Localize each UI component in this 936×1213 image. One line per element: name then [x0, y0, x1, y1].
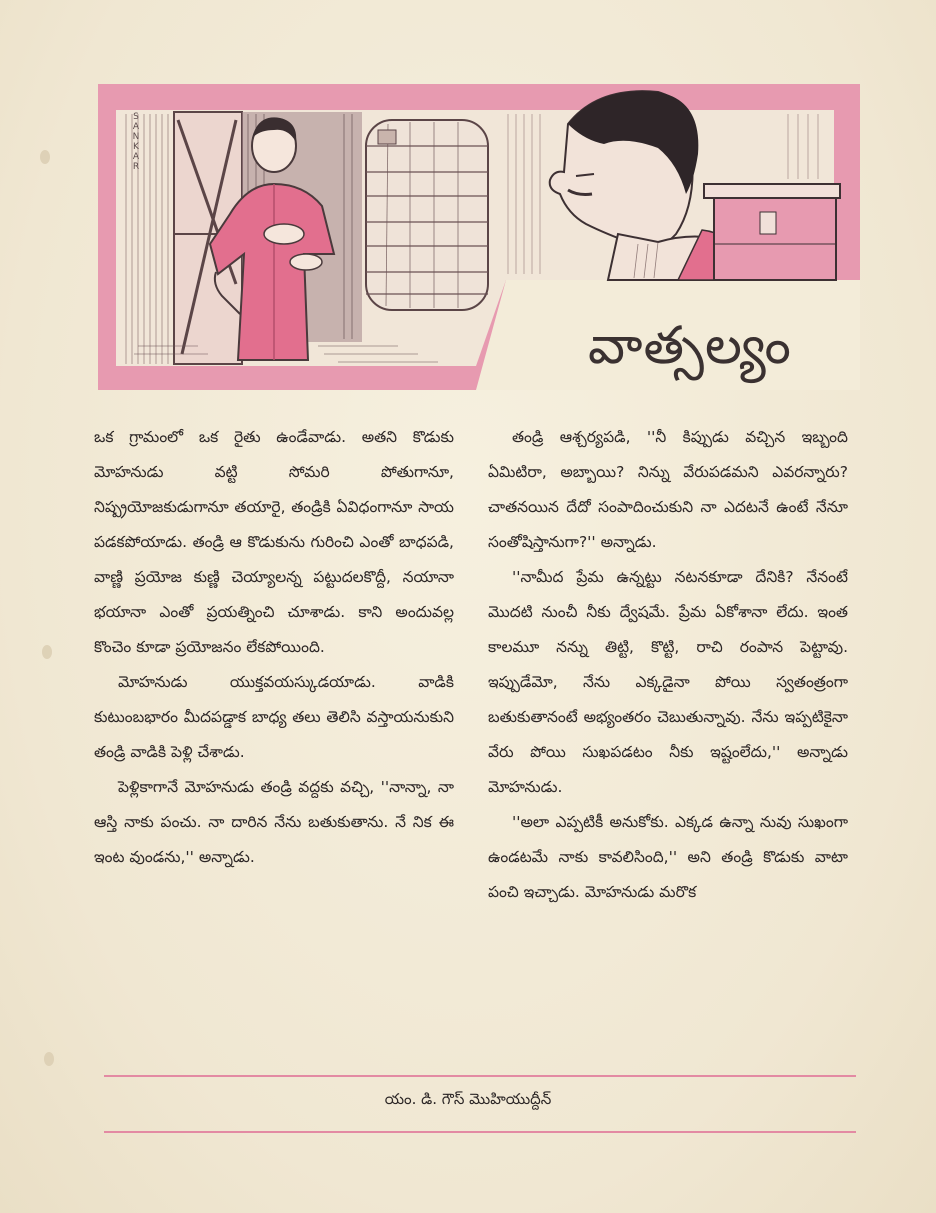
- paragraph: మోహనుడు యుక్తవయస్కుడయాడు. వాడికి కుటుంబభారం మీదపడ్డాక బాధ్య తలు తెలిసి వస్తాయనుకుని తండ్రి వాడికి పెళ్లి చేశాడు.: [94, 673, 454, 761]
- paragraph: ''అలా ఎప్పటికీ అనుకోకు. ఎక్కడ ఉన్నా నువు సుఖంగా ఉండటమే నాకు కావలిసింది,'' అని తండ్రి కొడుకు వాటా పంచి ఇచ్చాడు. మోహనుడు మరొక: [488, 813, 848, 901]
- paragraph: ''నామీద ప్రేమ ఉన్నట్టు నటనకూడా దేనికి? నేనంటే మొదటి నుంచీ నీకు ద్వేషమే. ప్రేమ ఏకోశానా లేదు. ఇంత కాలమూ నన్ను తిట్టి, కొట్టి, రాచి రంపాన పెట్టావు. ఇప్పుడేమో, నేను ఎక్కడైనా పోయి స్వతంత్రంగా బతుకుతానంటే అభ్యంతరం చెబుతున్నావు. నేను ఇప్పటికైనా వేరు పోయి సుఖపడటం నీకు ఇష్టంలేదు,'' అన్నాడు మోహనుడు.: [488, 568, 848, 796]
- divider-top: [104, 1075, 856, 1077]
- illustrator-signature: S A N K A R: [132, 112, 140, 172]
- text-column-left: [94, 420, 454, 875]
- paragraph: పెళ్లికాగానే మోహనుడు తండ్రి వద్దకు వచ్చి, ''నాన్నా, నా ఆస్తి నాకు పంచు. నా దారిన నేను బతుకుతాను. నే నిక ఈ ఇంట వుండను,'' అన్నాడు.: [94, 778, 454, 866]
- paper-speck: [42, 645, 52, 659]
- paper-speck: [44, 1052, 54, 1066]
- text-column-right: [488, 420, 848, 910]
- paragraph: తండ్రి ఆశ్చర్యపడి, ''నీ కిప్పుడు వచ్చిన ఇబ్బంది ఏమిటిరా, అబ్బాయి? నిన్ను వేరుపడమని ఎవరన్నారు? చాతనయిన దేదో సంపాదించుకుని నా ఎదటనే ఉంటే నేనూ సంతోషిస్తానుగా?'' అన్నాడు.: [488, 428, 848, 551]
- paragraph: ఒక గ్రామంలో ఒక రైతు ఉండేవాడు. అతని కొడుకు మోహనుడు వట్టి సోమరి పోతుగానూ, నిష్ప్రయోజకుడుగానూ తయారై, తండ్రికి ఏవిధంగానూ సాయ పడకపోయాడు. తండ్రి ఆ కొడుకును గురించి ఎంతో బాధపడి, వాణ్ణి ప్రయోజ కుణ్ణి చెయ్యాలన్న పట్టుదలకొద్దీ, నయానా భయానా ఎంతో ప్రయత్నించి చూశాడు. కాని అందువల్ల కొంచెం కూడా ప్రయోజనం లేకపోయింది.: [94, 428, 454, 656]
- story-title: వాత్సల్యం: [588, 316, 792, 376]
- author-name: యం. డి. గౌస్ మొహియుద్దీన్: [384, 1090, 552, 1108]
- divider-bottom: [104, 1131, 856, 1133]
- paper-speck: [40, 150, 50, 164]
